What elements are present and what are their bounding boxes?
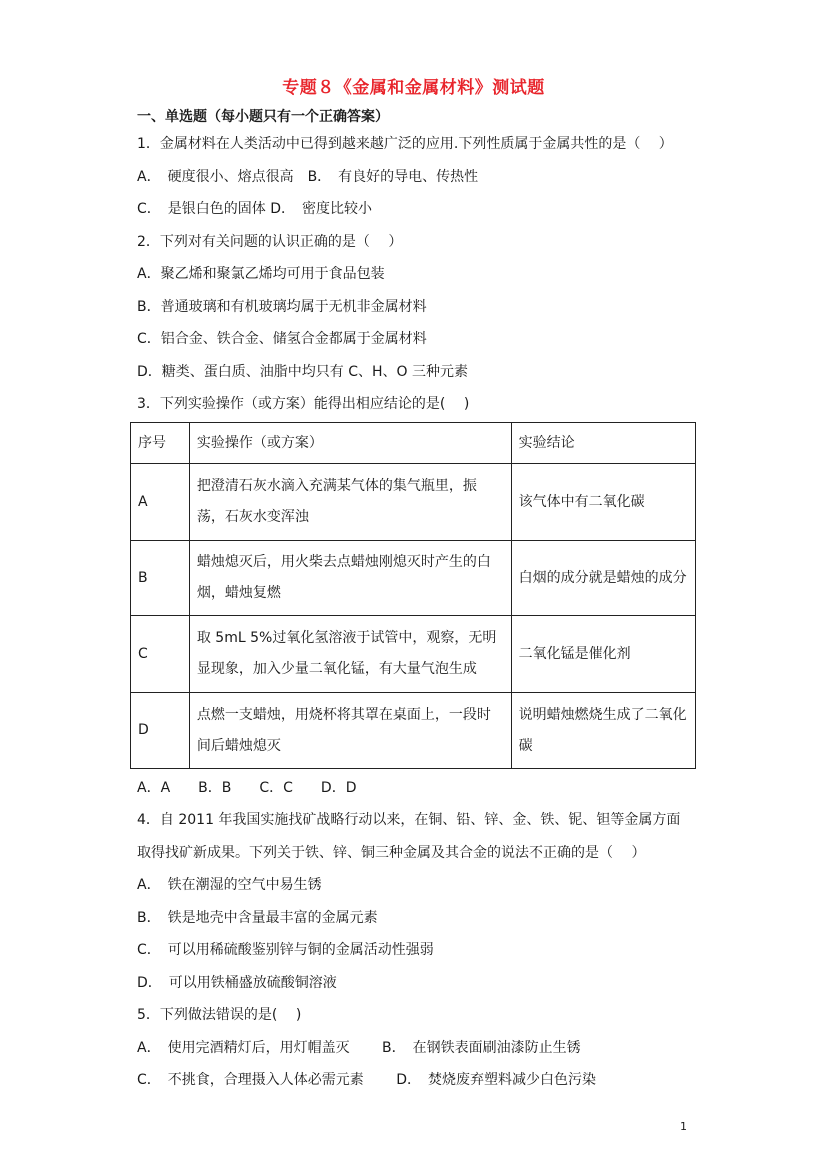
q4-option-c: C． 可以用稀硫酸鉴别锌与铜的金属活动性强弱 (137, 942, 434, 958)
section-heading: 一、单选题（每小题只有一个正确答案） (137, 109, 389, 125)
q2-option-b: B．普通玻璃和有机玻璃均属于无机非金属材料 (137, 299, 427, 315)
q1-stem: 1．金属材料在人类活动中已得到越来越广泛的应用.下列性质属于金属共性的是（ ） (137, 136, 673, 152)
row-id: D (131, 693, 190, 769)
q1-options-ab: A． 硬度很小、熔点很高 B． 有良好的导电、传热性 (137, 169, 479, 185)
q4-option-a: A． 铁在潮湿的空气中易生锈 (137, 877, 322, 893)
row-conclusion: 二氧化锰是催化剂 (511, 616, 695, 693)
row-id: A (131, 464, 190, 541)
row-id: C (131, 616, 190, 693)
table-row (131, 464, 696, 541)
q2-option-c: C．铝合金、铁合金、储氢合金都属于金属材料 (137, 331, 427, 347)
q2-option-d: D．糖类、蛋白质、油脂中均只有 C、H、O 三种元素 (137, 364, 469, 380)
row-operation: 蜡烛熄灭后，用火柴去点蜡烛刚熄灭时产生的白烟，蜡烛复燃 (189, 541, 511, 616)
row-conclusion: 该气体中有二氧化碳 (511, 464, 695, 541)
q3-table (130, 422, 696, 769)
q4-option-d: D． 可以用铁桶盛放硫酸铜溶液 (137, 975, 337, 991)
row-operation: 把澄清石灰水滴入充满某气体的集气瓶里，振荡，石灰水变浑浊 (189, 464, 511, 541)
q5-options-cd: C． 不挑食，合理摄入人体必需元素 D． 焚烧废弃塑料减少白色污染 (137, 1072, 597, 1088)
table-row (131, 541, 696, 616)
q5-options-ab: A． 使用完酒精灯后，用灯帽盖灭 B． 在钢铁表面刷油漆防止生锈 (137, 1040, 581, 1056)
row-conclusion: 说明蜡烛燃烧生成了二氧化碳 (511, 693, 695, 769)
table-header-cell: 序号 (131, 423, 190, 464)
table-header-cell: 实验操作（或方案） (189, 423, 511, 464)
q3-stem: 3．下列实验操作（或方案）能得出相应结论的是( ) (137, 396, 470, 412)
page-number: 1 (680, 1120, 687, 1133)
q3-options: A．A B．B C．C D．D (137, 780, 357, 796)
q4-option-b: B． 铁是地壳中含量最丰富的金属元素 (137, 910, 378, 926)
q2-stem: 2．下列对有关问题的认识正确的是（ ） (137, 234, 403, 250)
table-row (131, 693, 696, 769)
doc-title: 专题８《金属和金属材料》测试题 (282, 78, 545, 98)
q2-option-a: A．聚乙烯和聚氯乙烯均可用于食品包装 (137, 266, 385, 282)
row-operation: 点燃一支蜡烛，用烧杯将其罩在桌面上，一段时间后蜡烛熄灭 (189, 693, 511, 769)
q4-stem-line1: 4．自 2011 年我国实施找矿战略行动以来，在铜、铅、锌、金、铁、铌、钽等金属方面 (137, 812, 681, 828)
q5-stem: 5．下列做法错误的是( ) (137, 1007, 302, 1023)
row-id: B (131, 541, 190, 616)
table-header-cell: 实验结论 (511, 423, 695, 464)
q4-stem-line2: 取得找矿新成果。下列关于铁、锌、铜三种金属及其合金的说法不正确的是（ ） (137, 845, 646, 861)
table-row (131, 616, 696, 693)
row-conclusion: 白烟的成分就是蜡烛的成分 (511, 541, 695, 616)
table-header-row (131, 423, 696, 464)
q1-options-cd: C． 是银白色的固体 D． 密度比较小 (137, 201, 373, 217)
row-operation: 取 5mL 5%过氧化氢溶液于试管中，观察，无明显现象，加入少量二氧化锰，有大量气泡生成 (189, 616, 511, 693)
